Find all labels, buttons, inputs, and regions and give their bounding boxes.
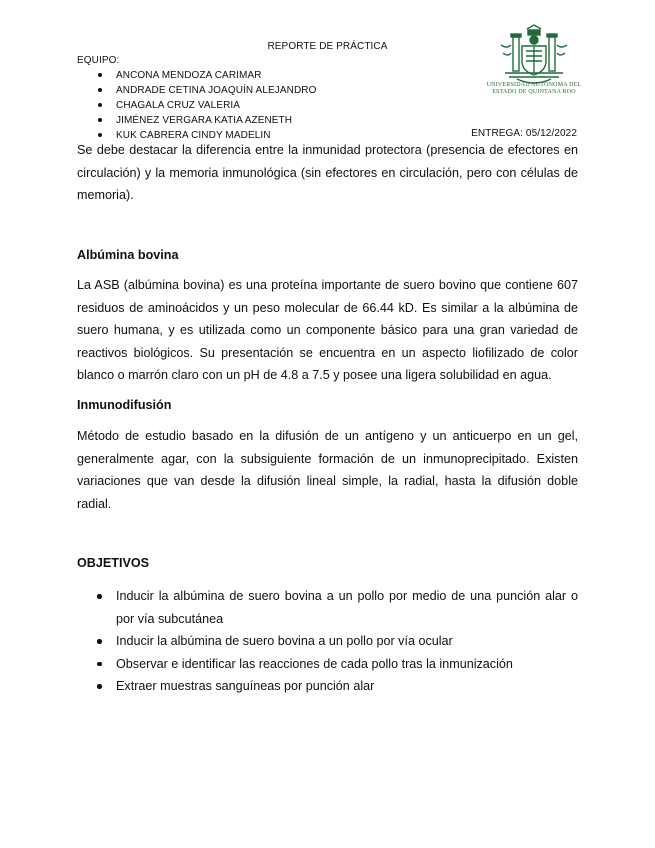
section-heading-inmunodifusion: Inmunodifusión: [77, 398, 172, 412]
objective-item: Inducir la albúmina de suero bovina a un pollo por medio de una punción alar o por vía subcutánea: [77, 585, 578, 630]
objective-item: Extraer muestras sanguíneas por punción alar: [77, 675, 578, 698]
logo-caption: [484, 82, 584, 96]
intro-paragraph: Se debe destacar la diferencia entre la inmunidad protectora (presencia de efectores en circulación) y la memoria inmunológica (sin efectores en circulación, pero con células de memoria).: [77, 143, 578, 203]
delivery-date: ENTREGA: 05/12/2022: [471, 128, 577, 139]
team-member: KUK CABRERA CINDY MADELIN: [96, 128, 316, 143]
team-list: [96, 68, 316, 143]
report-title: REPORTE DE PRÁCTICA: [267, 41, 388, 52]
team-member: ANCONA MENDOZA CARIMAR: [96, 68, 316, 83]
objectives-heading: OBJETIVOS: [77, 556, 150, 570]
section-heading-albumina: Albúmina bovina: [77, 248, 179, 262]
objective-item: Observar e identificar las reacciones de cada pollo tras la inmunización: [77, 653, 578, 676]
logo-caption-line: UNIVERSIDAD AUTÓNOMA DEL: [486, 82, 582, 88]
logo-caption-line: ESTADO DE QUINTANA ROO: [492, 89, 576, 95]
team-member: CHAGALA CRUZ VALERIA: [96, 98, 316, 113]
team-label: EQUIPO:: [77, 55, 120, 66]
team-member: JIMÉNEZ VERGARA KATIA AZENETH: [96, 113, 316, 128]
objectives-list: [77, 585, 578, 698]
team-member: ANDRADE CETINA JOAQUÍN ALEJANDRO: [96, 83, 316, 98]
objective-item: Inducir la albúmina de suero bovina a un pollo por vía ocular: [77, 630, 578, 653]
albumina-paragraph: La ASB (albúmina bovina) es una proteína importante de suero bovino que contiene 607 residuos de aminoácidos y un peso molecular de 66.44 kD. Es similar a la albúmina de suero humana, y es utilizada como un componente básico para una gran variedad de reactivos biológicos. Su presentación se encuentra en un aspecto liofilizado de color blanco o marrón claro con un pH de 4.8 a 7.5 y posee una ligera solubilidad en agua.: [77, 278, 578, 383]
inmunodifusion-paragraph: Método de estudio basado en la difusión de un antígeno y un anticuerpo en un gel, generalmente agar, con la subsiguiente formación de un inmunoprecipitado. Existen variaciones que van desde la difusión lineal simple, la radial, hasta la difusión doble radial.: [77, 429, 578, 511]
